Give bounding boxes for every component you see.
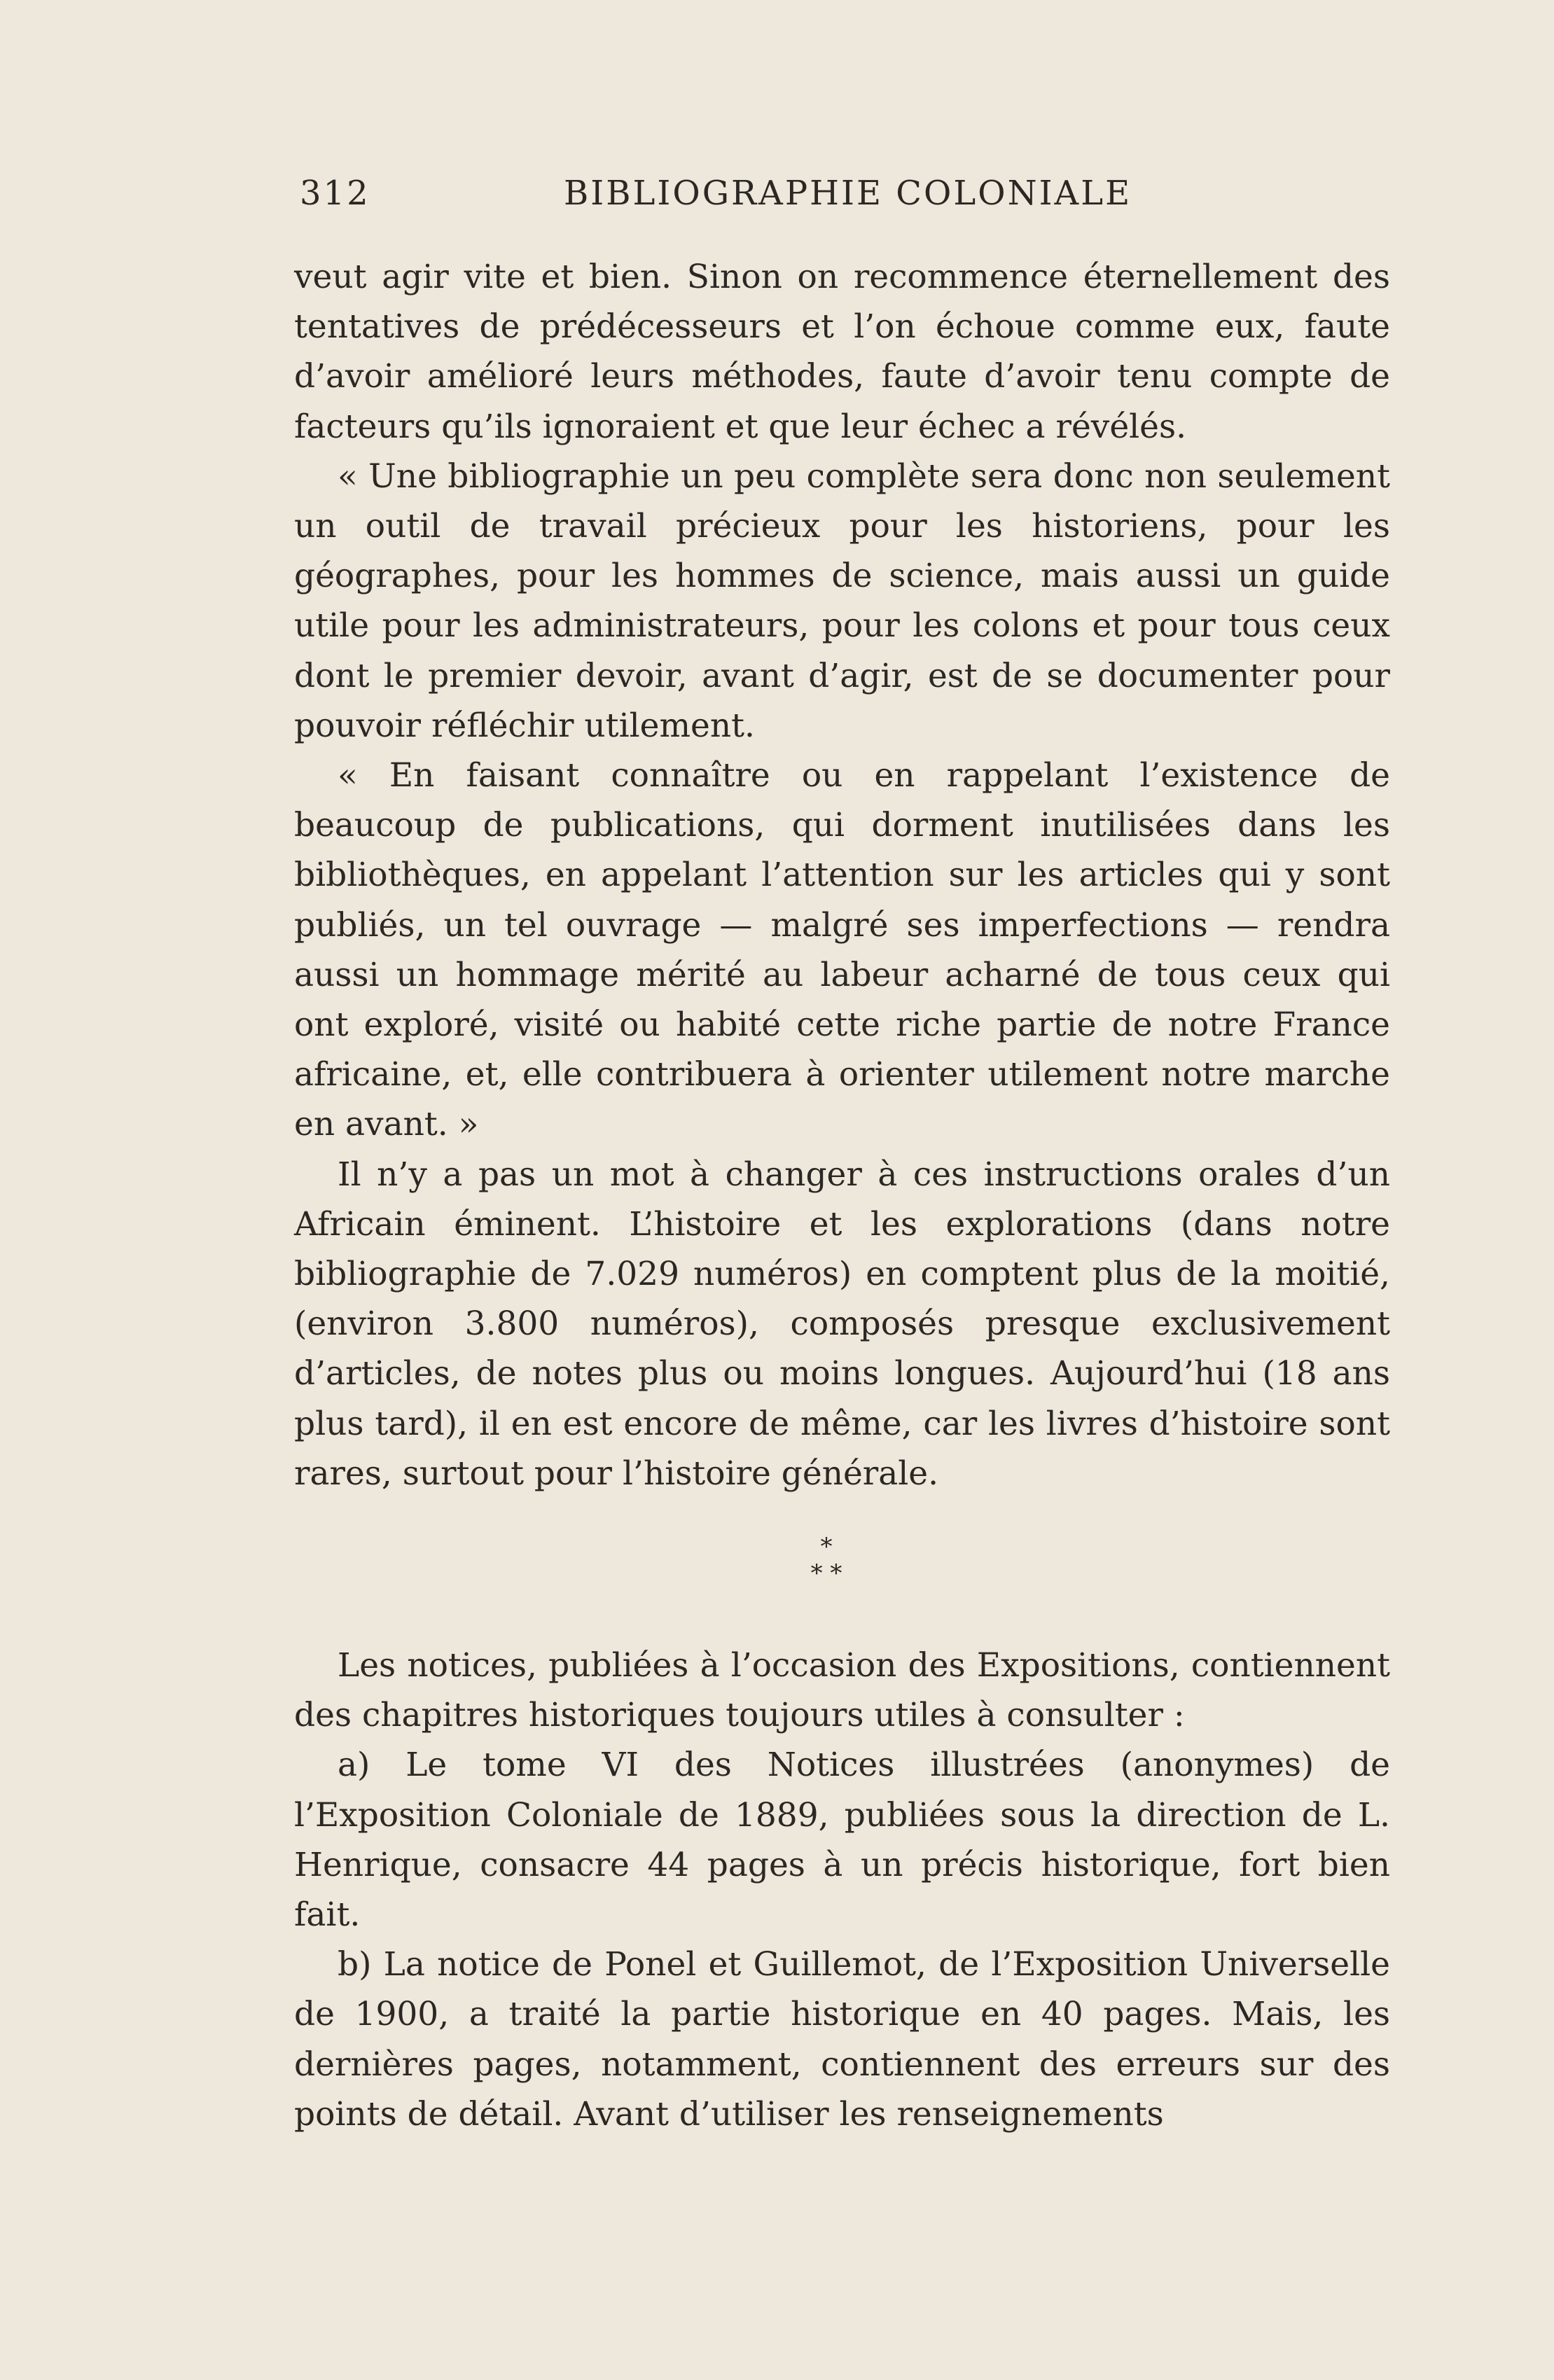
asterism-top: *: [820, 1533, 833, 1561]
page-header: [294, 174, 1390, 223]
paragraph-commentary: Il n’y a pas un mot à changer à ces instructions orales d’un Africain éminent. L’histoire et les explorations (dans notre bibliographie de 7.029 numéros) en comptent plus de la moitié, (environ 3.800 numéros), composés presque exclusivement d’articles, de notes plus ou moins longues. Aujourd’hui (18 ans plus tard), il en est encore de même, car les livres d’histoire sont rares, surtout pour l’histoire générale.: [294, 1155, 1390, 1493]
main-text-block: [294, 252, 1390, 1498]
paragraph-item-a: a) Le tome VI des Notices illustrées (anonymes) de l’Exposition Coloniale de 1889, publiées sous la direction de L. Henrique, consacre 44 pages à un précis historique, fort bien fait.: [294, 1746, 1390, 1935]
second-text-block: [294, 1641, 1390, 2139]
paragraph-item-b: b) La notice de Ponel et Guillemot, de l’Exposition Universelle de 1900, a traité la partie historique en 40 pages. Mais, les dernières pages, notamment, contiennent des erreurs sur des points de détail. Avant d’utiliser les renseignements: [294, 1945, 1390, 2134]
paragraph-notices-intro: Les notices, publiées à l’occasion des Expositions, contiennent des chapitres historiques toujours utiles à consulter :: [294, 1646, 1390, 1735]
section-separator-asterism: [770, 1533, 882, 1596]
paragraph-quote-bibliography: « Une bibliographie un peu complète sera donc non seulement un outil de travail précieux pour les historiens, pour les géographes, pour les hommes de science, mais aussi un guide utile pour les administrateurs, pour les colons et pour tous ceux dont le premier devoir, avant d’agir, est de se documenter pour pouvoir réfléchir utilement.: [294, 457, 1390, 745]
asterism-bottom: * *: [810, 1559, 842, 1587]
paragraph-continuation: veut agir vite et bien. Sinon on recommence éternellement des tentatives de prédécesseurs et l’on échoue comme eux, faute d’avoir amélioré leurs méthodes, faute d’avoir tenu compte de facteurs qu’ils ignoraient et que leur échec a révélés.: [294, 258, 1390, 446]
page-number: 312: [300, 174, 370, 213]
paragraph-quote-publications: « En faisant connaître ou en rappelant l’existence de beaucoup de publications, qui dorment inutilisées dans les bibliothèques, en appelant l’attention sur les articles qui y sont publiés, un tel ouvrage — malgré ses imperfections — rendra aussi un hommage mérité au labeur acharné de tous ceux qui ont exploré, visité ou habité cette riche partie de notre France africaine, et, elle contribuera à orienter utilement notre marche en avant. »: [294, 756, 1390, 1144]
running-title: BIBLIOGRAPHIE COLONIALE: [564, 174, 1132, 213]
